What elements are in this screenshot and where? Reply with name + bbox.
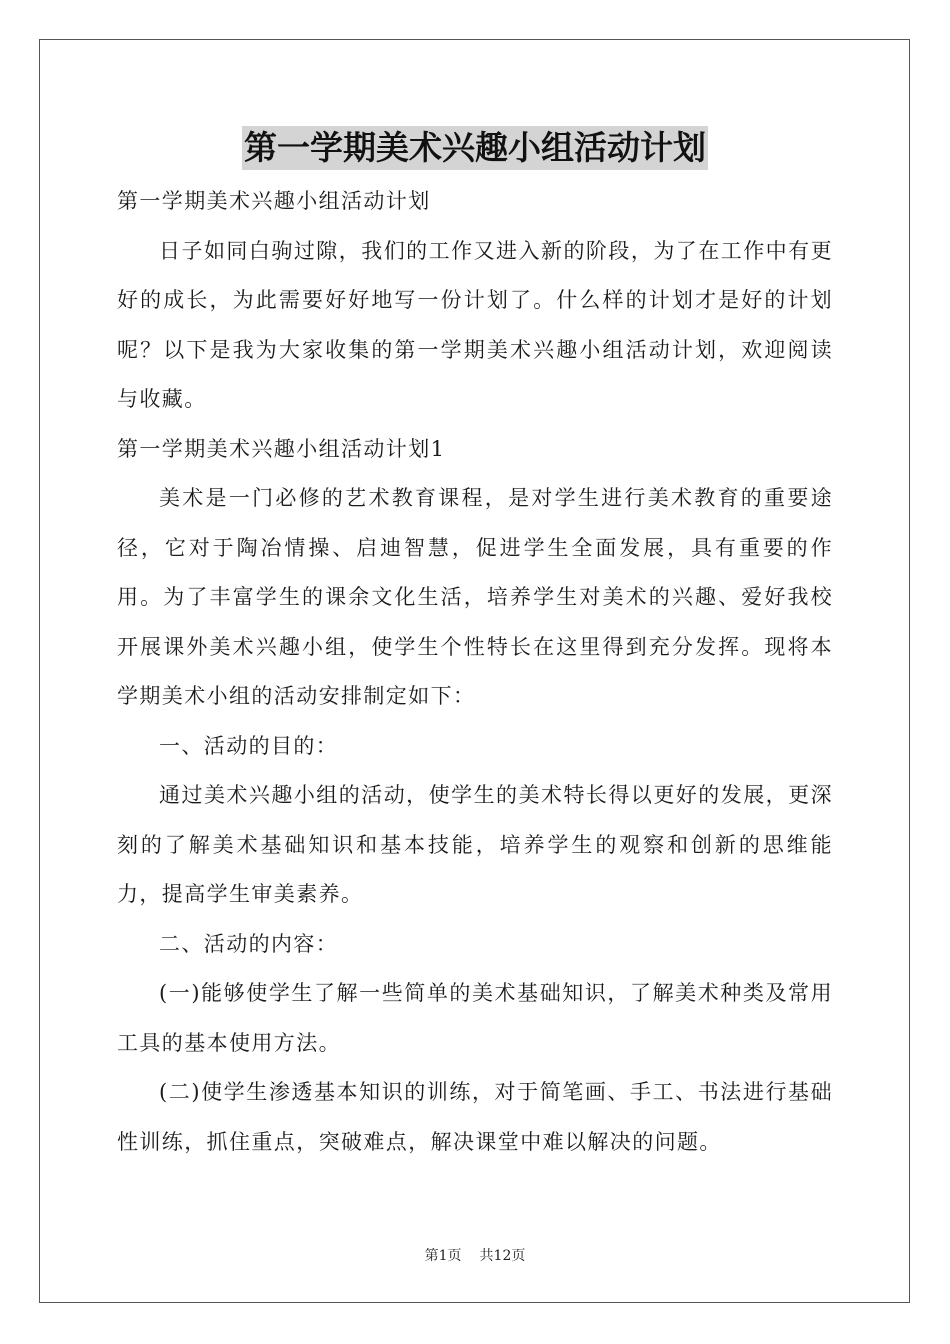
paragraph-intro: 日子如同白驹过隙，我们的工作又进入新的阶段，为了在工作中有更好的成长，为此需要好好地写一份计划了。什么样的计划才是好的计划呢？以下是我为大家收集的第一学期美术兴趣小组活动计划，欢迎阅读与收藏。 [117, 238, 833, 411]
paragraph-subtitle: 第一学期美术兴趣小组活动计划 [117, 189, 431, 213]
page-number: 第1页 [424, 1248, 462, 1264]
paragraph-purpose-heading: 一、活动的目的： [159, 733, 339, 758]
paragraph-content-heading: 二、活动的内容： [159, 931, 339, 956]
page-total: 共12页 [479, 1248, 526, 1264]
paragraph-overview: 美术是一门必修的艺术教育课程，是对学生进行美术教育的重要途径，它对于陶冶情操、启迪智慧，促进学生全面发展，具有重要的作用。为了丰富学生的课余文化生活，培养学生对美术的兴趣、爱好我校开展课外美术兴趣小组，使学生个性特长在这里得到充分发挥。现将本学期美术小组的活动安排制定如下： [117, 486, 833, 708]
document-body [117, 177, 833, 1167]
paragraph-purpose: 通过美术兴趣小组的活动，使学生的美术特长得以更好的发展，更深刻的了解美术基础知识和基本技能，培养学生的观察和创新的思维能力，提高学生审美素养。 [117, 783, 833, 906]
paragraph-content-item-2: (二)使学生渗透基本知识的训练，对于简笔画、手工、书法进行基础性训练，抓住重点，突破难点，解决课堂中难以解决的问题。 [117, 1080, 833, 1154]
paragraph-section-heading: 第一学期美术兴趣小组活动计划1 [117, 436, 446, 461]
paragraph-content-item-1: (一)能够使学生了解一些简单的美术基础知识，了解美术种类及常用工具的基本使用方法。 [117, 981, 833, 1055]
document-title: 第一学期美术兴趣小组活动计划 [242, 126, 708, 170]
title-container [0, 126, 950, 170]
page-footer [0, 1246, 950, 1266]
